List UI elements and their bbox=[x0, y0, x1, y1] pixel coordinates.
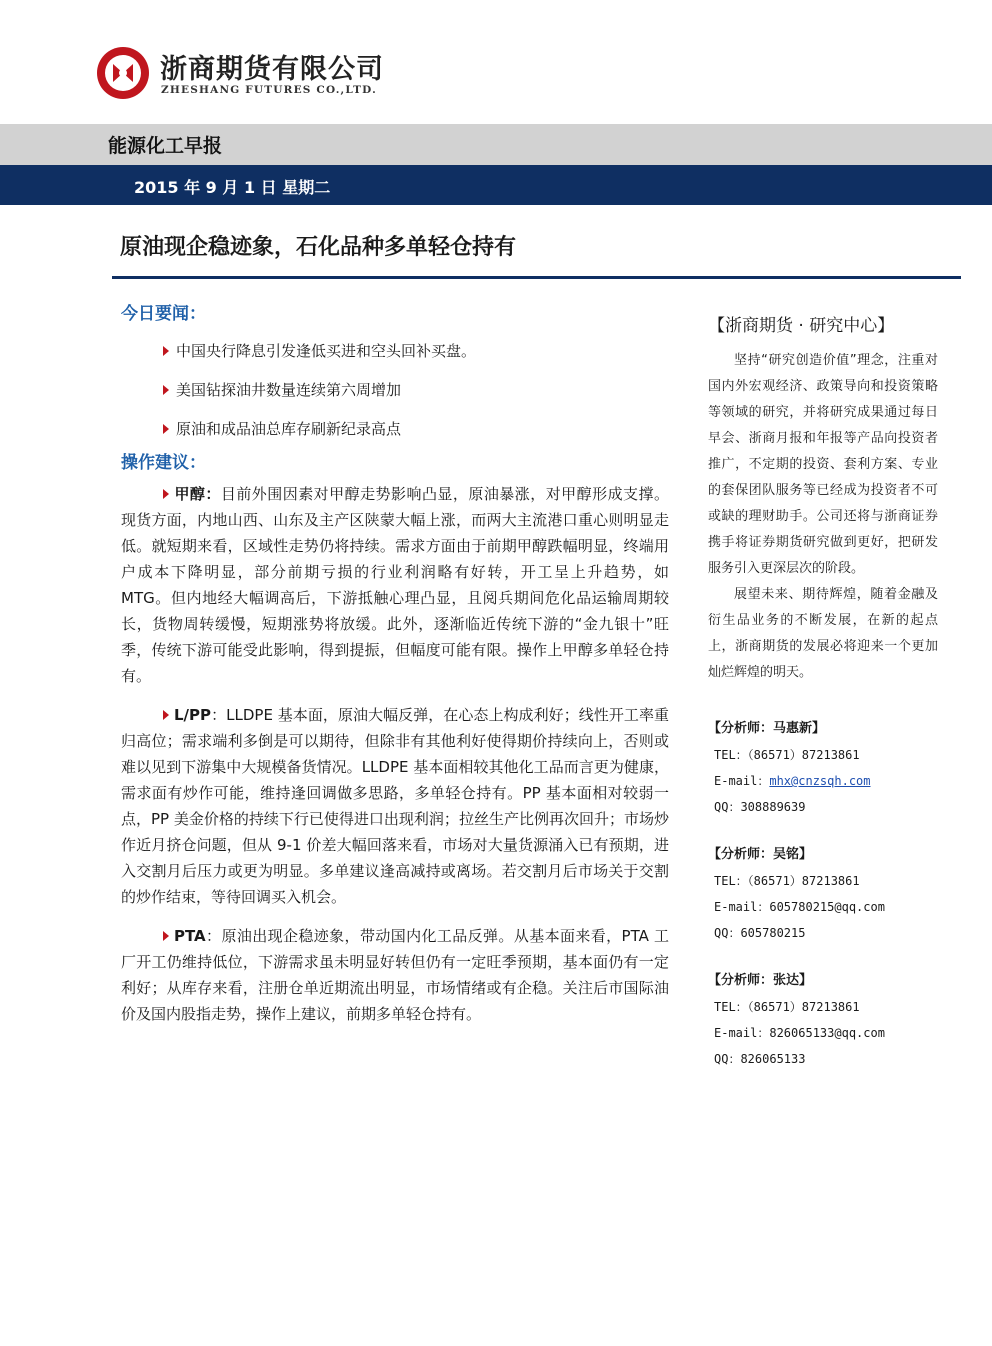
advice-label: PTA bbox=[174, 927, 206, 945]
email-label: E-mail： bbox=[714, 1026, 770, 1040]
analyst-qq: QQ：826065133 bbox=[714, 1052, 806, 1066]
news-item-text: 美国钻探油井数量连续第六周增加 bbox=[176, 381, 402, 399]
news-item bbox=[121, 410, 669, 449]
analyst-name: 【分析师：马惠新】 bbox=[708, 721, 826, 736]
analyst-tel: TEL：（86571）87213861 bbox=[714, 874, 860, 888]
sidebar-title: 【浙商期货 · 研究中心】 bbox=[708, 316, 895, 336]
triangle-bullet-icon bbox=[163, 424, 169, 434]
headline-divider bbox=[112, 276, 961, 279]
news-section-title: 今日要闻： bbox=[121, 304, 206, 324]
analyst-card bbox=[708, 968, 938, 1072]
analyst-email[interactable]: 605780215@qq.com bbox=[769, 900, 885, 914]
advice-paragraph-pta bbox=[121, 923, 669, 1027]
email-label: E-mail： bbox=[714, 900, 770, 914]
date-band bbox=[0, 165, 992, 205]
news-list bbox=[121, 332, 669, 449]
analyst-qq: QQ：605780215 bbox=[714, 926, 806, 940]
analyst-email-row bbox=[708, 1020, 938, 1046]
sidebar-intro: 坚持“研究创造价值”理念，注重对国内外宏观经济、政策导向和投资策略等领域的研究，并将研究成果通过每日早会、浙商月报和年报等产品向投资者推广，不定期的投资、套利方案、专业的套保团队服务等已经成为投资者不可或缺的理财助手。公司还将与浙商证券携手将证券期货研究做到更好，把研发服务引入更深层次的阶段。 bbox=[708, 353, 938, 576]
research-center-sidebar bbox=[708, 310, 938, 1072]
advice-label: L/PP bbox=[174, 706, 212, 724]
analyst-tel: TEL：（86571）87213861 bbox=[714, 748, 860, 762]
advice-text: 目前外围因素对甲醇走势影响凸显，原油暴涨，对甲醇形成支撑。现货方面，内地山西、山东及主产区陕蒙大幅上涨，而两大主流港口重心则明显走低。就短期来看，区域性走势仍将持续。需求方面由于前期甲醇跌幅明显，终端用户成本下降明显，部分前期亏损的行业利润略有好转，开工呈上升趋势，如 MTG。但内地经大幅调高后，下游抵触心理凸显，且阅兵期间危化品运输周期较长，货物周转缓慢，短期涨势将放缓。此外，逐渐临近传统下游的“金九银十”旺季，传统下游可能受此影响，得到提振，但幅度可能有限。操作上甲醇多单轻仓持有。 bbox=[121, 485, 669, 685]
company-logo-icon bbox=[96, 46, 150, 100]
advice-paragraph-lpp bbox=[121, 702, 669, 910]
advice-section-title: 操作建议： bbox=[121, 453, 206, 473]
email-label: E-mail： bbox=[714, 774, 770, 788]
page-title: 原油现企稳迹象，石化品种多单轻仓持有 bbox=[120, 235, 517, 260]
main-content bbox=[121, 300, 669, 1040]
company-name-cn: 浙商期货有限公司 bbox=[160, 54, 384, 85]
news-item bbox=[121, 332, 669, 371]
analyst-email-link[interactable]: mhx@cnzsqh.com bbox=[769, 774, 871, 788]
analyst-name: 【分析师：张达】 bbox=[708, 973, 813, 988]
report-date: 2015 年 9 月 1 日 星期二 bbox=[134, 178, 331, 197]
triangle-bullet-icon bbox=[163, 346, 169, 356]
company-name-en: ZHESHANG FUTURES CO.,LTD. bbox=[161, 84, 377, 96]
advice-text: ：原油出现企稳迹象，带动国内化工品反弹。从基本面来看，PTA 工厂开工仍维持低位，下游需求虽未明显好转但仍有一定旺季预期，基本面仍有一定利好；从库存来看，注册仓单近期流出明显，市场情绪或有企稳。关注后市国际油价及国内股指走势，操作上建议，前期多单轻仓持有。 bbox=[121, 927, 669, 1023]
analyst-qq: QQ：308889639 bbox=[714, 800, 806, 814]
news-item bbox=[121, 371, 669, 410]
analyst-email[interactable]: 826065133@qq.com bbox=[769, 1026, 885, 1040]
news-item-text: 中国央行降息引发逢低买进和空头回补买盘。 bbox=[176, 342, 477, 360]
advice-text: ：LLDPE 基本面，原油大幅反弹，在心态上构成利好；线性开工率重归高位；需求端利多倒是可以期待，但除非有其他利好使得期价持续向上，否则或难以见到下游集中大规模备货情况。LLDPE 基本面相较其他化工品而言更为健康，需求面有炒作可能，维持逢回调做多思路，多单轻仓持有。PP 基本面相对较弱一点，PP 美金价格的持续下行已使得进口出现利润；拉丝生产比例再次回升；市场炒作近月挤仓问题，但从 9-1 价差大幅回落来看，市场对大量货源涌入已有预期，进入交割月后压力或更为明显。多单建议逢高减持或离场。若交割月后市场关于交割的炒作结束，等待回调买入机会。 bbox=[121, 706, 669, 906]
report-type: 能源化工早报 bbox=[108, 135, 223, 157]
advice-paragraph-methanol bbox=[121, 481, 669, 689]
triangle-bullet-icon bbox=[163, 710, 169, 720]
analyst-email-row bbox=[708, 894, 938, 920]
triangle-bullet-icon bbox=[163, 489, 169, 499]
triangle-bullet-icon bbox=[163, 931, 169, 941]
analyst-name: 【分析师：吴铭】 bbox=[708, 847, 813, 862]
analyst-card bbox=[708, 842, 938, 946]
advice-label: 甲醇： bbox=[174, 485, 221, 503]
analyst-card bbox=[708, 716, 938, 820]
analyst-email-row bbox=[708, 768, 938, 794]
news-item-text: 原油和成品油总库存刷新纪录高点 bbox=[176, 420, 402, 438]
triangle-bullet-icon bbox=[163, 385, 169, 395]
analyst-tel: TEL：（86571）87213861 bbox=[714, 1000, 860, 1014]
sidebar-outlook: 展望未来、期待辉煌，随着金融及衍生品业务的不断发展，在新的起点上，浙商期货的发展必将迎来一个更加灿烂辉煌的明天。 bbox=[708, 587, 938, 680]
report-type-band bbox=[0, 124, 992, 165]
